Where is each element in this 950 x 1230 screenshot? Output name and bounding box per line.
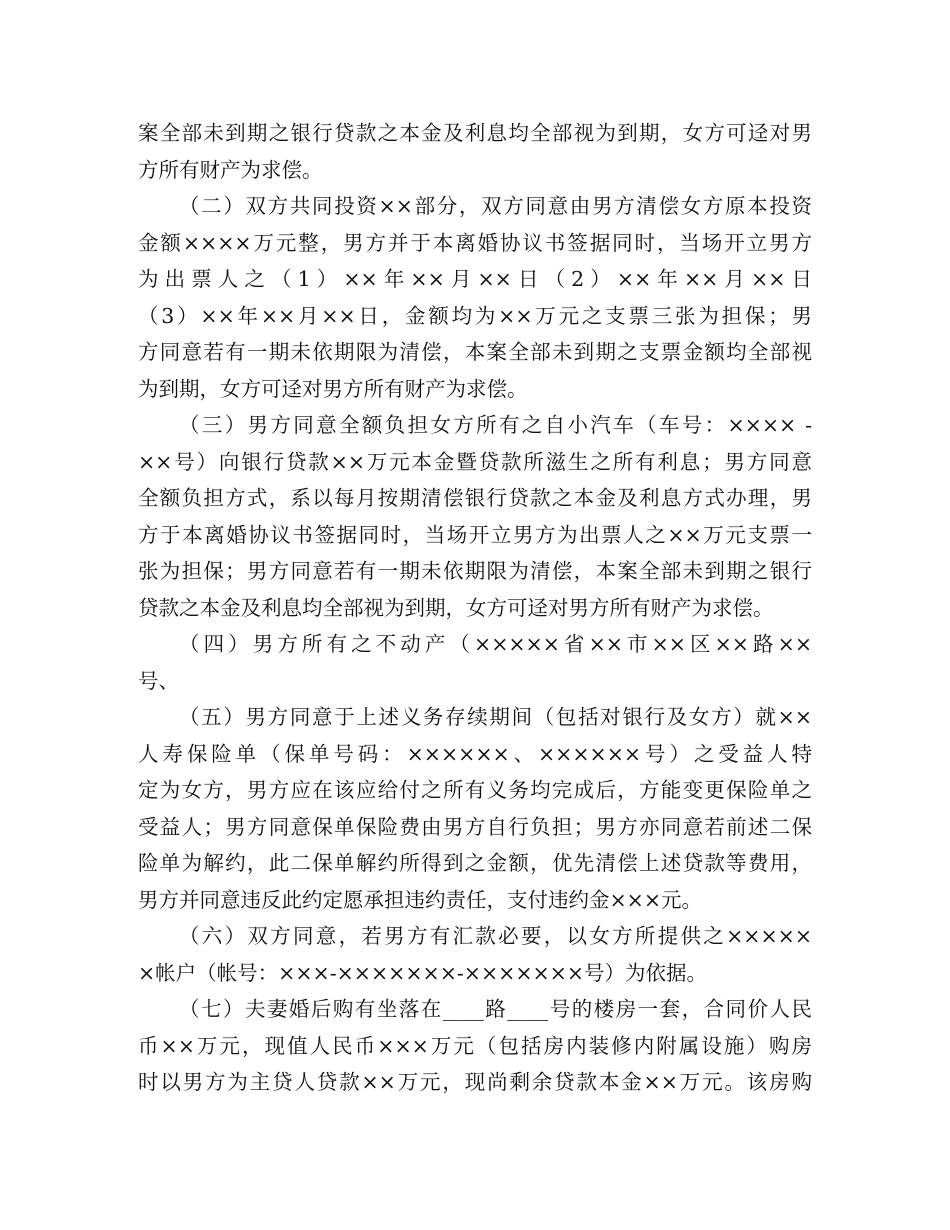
text-line: 为出票人之（1）××年××月××日（2）××年××月××日 — [138, 267, 812, 291]
text-line: 定为女方，男方应在该应给付之所有义务均完成后，方能变更保险单之 — [138, 778, 812, 802]
text-line: 贷款之本金及利息均全部视为到期，女方可迳对男方所有财产为求偿。 — [138, 595, 774, 620]
paragraph-item-5: （五）男方同意于上述义务存续期间（包括对银行及女方）就×× — [179, 705, 812, 729]
text-line: ×帐户（帐号：×××-×××××××-×××××××号）为依据。 — [138, 960, 708, 985]
text-line: 时以男方为主贷人贷款××万元，现尚剩余贷款本金××万元。该房购 — [138, 1070, 812, 1094]
text-line: 案全部未到期之银行贷款之本金及利息均全部视为到期，女方可迳对男 — [138, 121, 812, 145]
text-line: 受益人；男方同意保单保险费由男方自行负担；男方亦同意若前述二保 — [138, 814, 812, 839]
paragraph-item-7: （七）夫妻婚后购有坐落在____路____号的楼房一套，合同价人民 — [179, 997, 812, 1021]
text-line: 张为担保；男方同意若有一期未依期限为清偿，本案全部未到期之银行 — [138, 559, 812, 583]
paragraph-item-2: （二）双方共同投资××部分，双方同意由男方清偿女方原本投资 — [179, 194, 812, 218]
text-line: 险单为解约，此二保单解约所得到之金额，优先清偿上述贷款等费用， — [138, 851, 812, 875]
text-line: 币××万元，现值人民币×××万元（包括房内装修内附属设施）购房 — [138, 1033, 812, 1058]
paragraph-item-4: （四）男方所有之不动产（×××××省××市××区××路×× — [179, 632, 812, 656]
text-line: 人寿保险单（保单号码：××××××、××××××号）之受益人特 — [138, 741, 812, 766]
text-line: 方于本离婚协议书签据同时，当场开立男方为出票人之××万元支票一 — [138, 522, 812, 547]
text-line: 方同意若有一期未依期限为清偿，本案全部未到期之支票金额均全部视 — [138, 340, 812, 364]
text-line: 为到期，女方可迳对男方所有财产为求偿。 — [138, 376, 528, 401]
text-line: （3）××年××月××日，金额均为××万元之支票三张为担保；男 — [138, 303, 812, 328]
text-line: 号、 — [138, 668, 179, 693]
paragraph-item-6: （六）双方同意，若男方有汇款必要，以女方所提供之××××× — [179, 924, 812, 948]
paragraph-item-3: （三）男方同意全额负担女方所有之自小汽车（车号：×××× - — [179, 413, 812, 437]
text-line: 方所有财产为求偿。 — [138, 157, 323, 182]
text-line: 男方并同意违反此约定愿承担违约责任，支付违约金×××元。 — [138, 887, 703, 912]
text-line: 全额负担方式，系以每月按期清偿银行贷款之本金及利息方式办理，男 — [138, 486, 812, 510]
text-line: 金额××××万元整，男方并于本离婚协议书签据同时，当场开立男方 — [138, 230, 812, 255]
text-line: ××号）向银行贷款××万元本金暨贷款所滋生之所有利息；男方同意 — [138, 449, 812, 474]
